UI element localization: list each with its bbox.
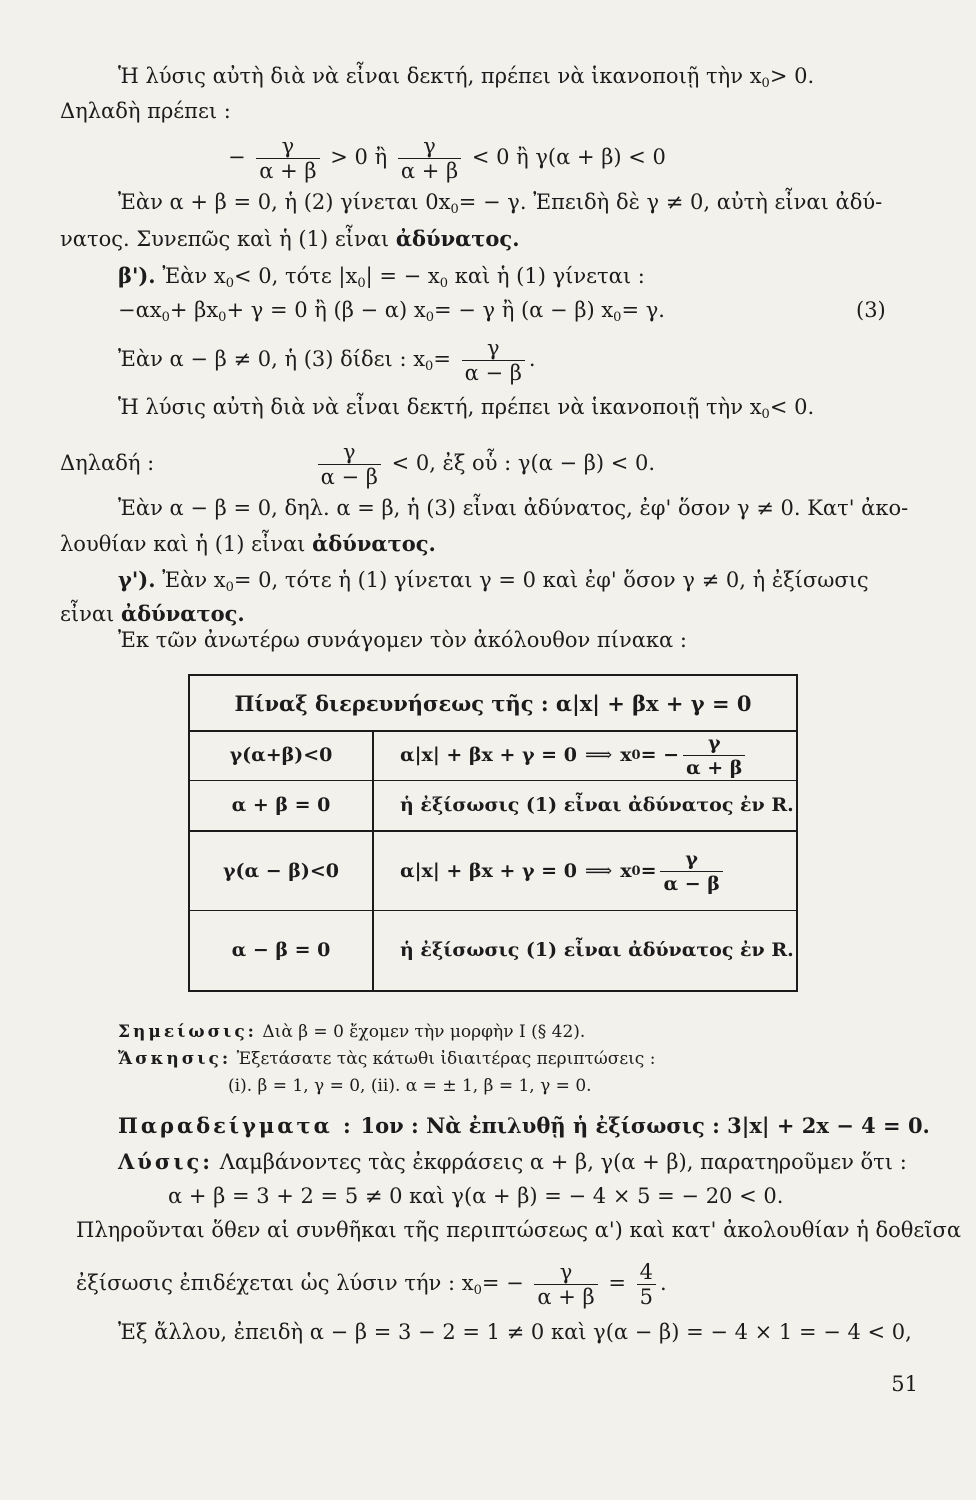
fraction: $\frac{\gamma}{\alpha - \beta}$ [660,847,722,896]
note-line: Σημείωσις: Διὰ β = 0 ἔχομεν τὴν μορφὴν Ι (§ 42). [118,1022,586,1042]
solution-line: Λύσις: Λαμβάνοντες τὰς ἐκφράσεις α + β, γ(α + β), παρατηροῦμεν ὅτι : [118,1149,907,1174]
solution-line: Πληροῦνται ὅθεν αἱ συνθῆκαι τῆς περιπτώσεως α') καὶ κατ' ἀκολουθίαν ἡ δοθεῖσα [76,1218,962,1242]
solution-line: Ἐξ ἄλλου, ἐπειδὴ α − β = 3 − 2 = 1 ≠ 0 καὶ γ(α − β) = − 4 × 1 = − 4 < 0, [118,1320,912,1344]
table-row [190,730,796,781]
exercise-cases: (i). β = 1, γ = 0, (ii). α = ± 1, β = 1, γ = 0. [228,1076,592,1096]
table-cell-condition: α + β = 0 [190,780,374,830]
solution-line: ἐξίσωσις ἐπιδέχεται ὡς λύσιν τήν : $x_0=$ − $\frac{\gamma}{\alpha + \beta}$ = $\frac{4}{5}$ . [76,1260,667,1309]
fraction: $\frac{4}{5}$ [637,1260,656,1309]
table-header: Πίναξ διερευνήσεως τῆς : α|x| + βx + γ = 0 [190,676,796,732]
solution-line: α + β = 3 + 2 = 5 ≠ 0 καὶ γ(α + β) = − 4 × 5 = − 20 < 0. [168,1184,784,1208]
table-row [190,832,796,911]
text-line: Ἡ λύσις αὐτὴ διὰ νὰ εἶναι δεκτή, πρέπει νὰ ἱκανοποιῇ τὴν $x_0< 0$. [118,395,815,422]
text-line: Ἐὰν α + β = 0, ἡ (2) γίνεται $0x_0= - \gamma$. Ἐπειδὴ δὲ γ ≠ 0, αὐτὴ εἶναι ἀδύ- [118,190,883,217]
page-number: 51 [891,1372,918,1396]
text-line: νατος. Συνεπῶς καὶ ἡ (1) εἶναι ἀδύνατος. [60,226,520,251]
table-row [190,910,796,990]
exercise-line: Ἄσκησις: Ἐξετάσατε τὰς κάτωθι ἰδιαιτέρας περιπτώσεις : [118,1049,656,1069]
text-line: εἶναι ἀδύνατος. [60,601,245,626]
text-line: Δηλαδὴ πρέπει : [60,99,231,123]
table-cell-condition: γ(α+β)<0 [190,730,374,780]
table-cell-condition: α − β = 0 [190,910,374,990]
fraction: $\frac{\gamma}{\alpha - \beta}$ [318,440,381,489]
fraction: $\frac{\gamma}{\alpha + \beta}$ [256,134,319,183]
text-line: Ἐκ τῶν ἀνωτέρω συνάγομεν τὸν ἀκόλουθον πίνακα : [118,628,687,652]
formula-line: Δηλαδή : $\frac{\gamma}{\alpha - \beta}$ < 0, ἐξ οὗ : γ(α − β) < 0. [60,440,656,489]
formula-line: $-\alpha x_0+ \beta x_0+ \gamma = 0$ ἢ (β − α) $x_0= - \gamma$ ἢ (α − β) $x_0= \gamma$. [118,298,665,325]
table-row [190,780,796,832]
fraction: $\frac{\gamma}{\alpha + \beta}$ [398,134,461,183]
table-cell-result: α|x| + βx + γ = 0 ⟹ x 0 = $\frac{\gamma}{\alpha - \beta}$ [374,832,796,910]
fraction: $\frac{\gamma}{\alpha + \beta}$ [683,731,745,780]
equation-ref: (3) [856,298,886,322]
fraction: $\frac{\gamma}{\alpha - \beta}$ [462,336,525,385]
text-line: γ'). Ἐὰν $x_0= 0$, τότε ἡ (1) γίνεται γ = 0 καὶ ἐφ' ὅσον γ ≠ 0, ἡ ἐξίσωσις [118,567,869,595]
text-line: Ἐὰν α − β = 0, δηλ. α = β, ἡ (3) εἶναι ἀδύνατος, ἐφ' ὅσον γ ≠ 0. Κατ' ἀκο- [118,496,909,520]
formula-line: − $\frac{\gamma}{\alpha + \beta}$ > 0 ἢ $\frac{\gamma}{\alpha + \beta}$ < 0 ἢ γ(α + β) < 0 [228,134,666,183]
text-line: λουθίαν καὶ ἡ (1) εἶναι ἀδύνατος. [60,531,436,556]
table-cell-condition: γ(α − β)<0 [190,832,374,910]
text-line: Ἡ λύσις αὐτὴ διὰ νὰ εἶναι δεκτή, πρέπει νὰ ἱκανοποιῇ τὴν $x_0> 0$. [118,64,815,91]
table-cell-result: ἡ ἐξίσωσις (1) εἶναι ἀδύνατος ἐν R. [400,794,794,816]
example-title: Παραδείγματα : 1ον : Νὰ ἐπιλυθῇ ἡ ἐξίσωσις : 3|x| + 2x − 4 = 0. [118,1113,930,1138]
table-cell-result: ἡ ἐξίσωσις (1) εἶναι ἀδύνατος ἐν R. [400,939,794,961]
table-cell-result: α|x| + βx + γ = 0 ⟹ x 0 = − $\frac{\gamma}{\alpha + \beta}$ [374,730,796,780]
fraction: $\frac{\gamma}{\alpha + \beta}$ [534,1260,597,1309]
discussion-table [188,674,798,992]
text-line: β'). Ἐὰν $x_0< 0$, τότε $|x_0|$ = − $x_0$ καὶ ἡ (1) γίνεται : [118,263,645,291]
formula-line: Ἐὰν α − β ≠ 0, ἡ (3) δίδει : $x_0=$ $\frac{\gamma}{\alpha - \beta}$ . [118,336,536,385]
